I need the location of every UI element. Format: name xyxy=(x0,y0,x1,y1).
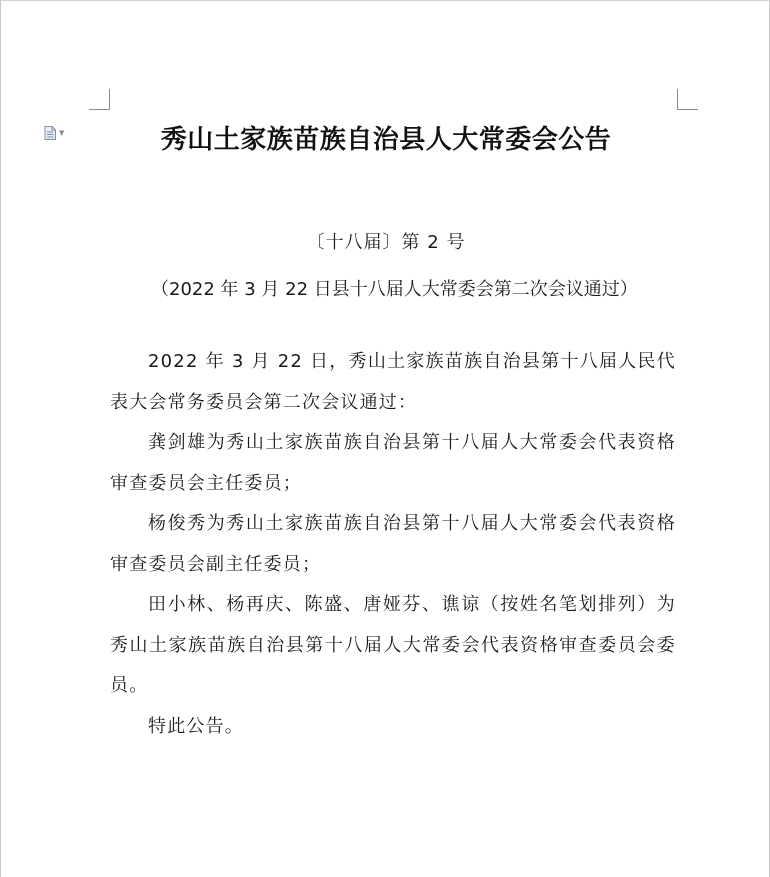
body-paragraph: 杨俊秀为秀山土家族苗族自治县第十八届人大常委会代表资格审查委员会副主任委员； xyxy=(110,513,676,575)
document-body xyxy=(110,342,676,747)
margin-corner-top-left xyxy=(89,89,110,110)
body-paragraph: 龚剑雄为秀山土家族苗族自治县第十八届人大常委会代表资格审查委员会主任委员； xyxy=(110,432,676,494)
document-title: 秀山土家族苗族自治县人大常委会公告 xyxy=(160,125,612,155)
body-paragraph: 特此公告。 xyxy=(148,715,244,737)
body-paragraph: 2022 年 3 月 22 日，秀山土家族苗族自治县第十八届人民代表大会常务委员会第二次会议通过： xyxy=(110,351,676,413)
document-number: 〔十八届〕第 2 号 xyxy=(306,232,466,253)
caret-down-icon: ▼ xyxy=(59,128,65,137)
margin-corner-top-right xyxy=(677,89,698,110)
body-paragraph: 田小林、杨再庆、陈盛、唐娅芬、谯谅（按姓名笔划排列）为秀山土家族苗族自治县第十八届人大常委会代表资格审查委员会委员。 xyxy=(110,594,676,696)
adoption-note: （2022 年 3 月 22 日县十八届人大常委会第二次会议通过） xyxy=(151,279,638,300)
